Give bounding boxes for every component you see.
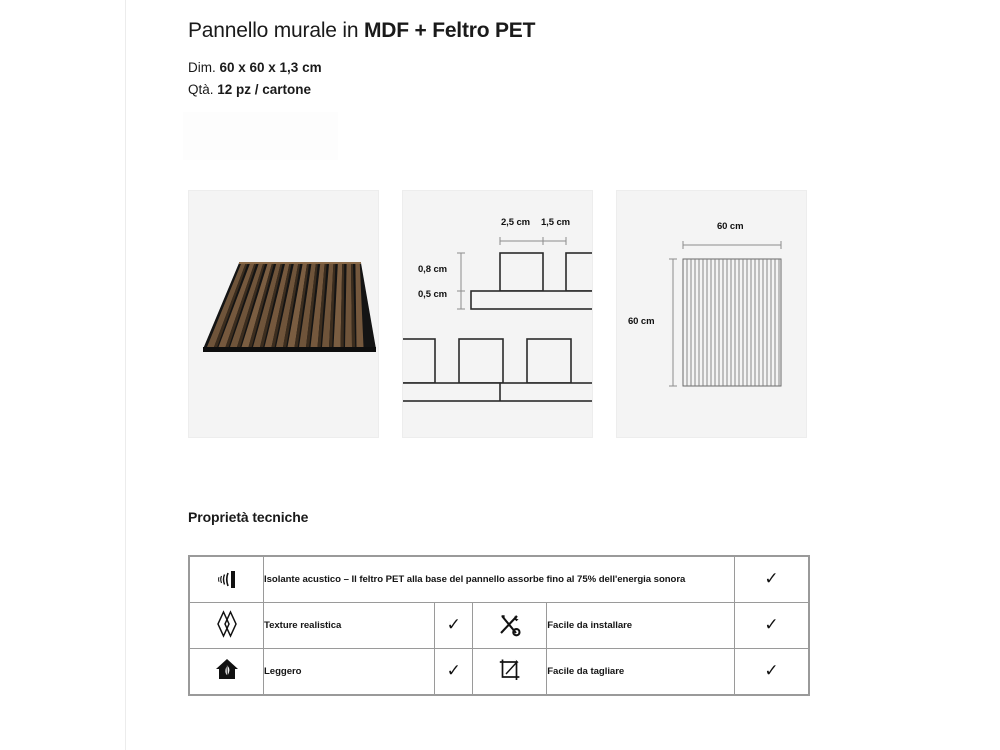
property-check	[735, 603, 809, 649]
document-header	[188, 18, 808, 101]
check-icon: ✓	[446, 615, 461, 634]
check-icon: ✓	[764, 569, 779, 588]
placeholder-block	[183, 112, 338, 160]
title-plain: Pannello murale in	[188, 19, 364, 42]
table-row	[190, 557, 809, 603]
title-bold: MDF + Feltro PET	[363, 19, 536, 42]
dimension-label: Dim.	[188, 60, 220, 76]
property-text: Facile da tagliare	[547, 649, 735, 695]
properties-heading: Proprietà tecniche	[188, 509, 309, 525]
property-check	[435, 603, 473, 649]
property-text: Isolante acustico – Il feltro PET alla base del pannello assorbe fino al 75% dell'energia sonora	[264, 557, 735, 603]
table-row	[190, 649, 809, 695]
dim-front-height: 60 cm	[628, 316, 655, 327]
front-view-panel	[616, 190, 807, 438]
diamond-texture-icon-cell	[190, 603, 264, 649]
cut-crop-icon	[495, 654, 525, 686]
property-text: Texture realistica	[264, 603, 435, 649]
front-view-svg	[617, 191, 808, 439]
cross-section-panel	[402, 190, 593, 438]
spec-lines	[188, 57, 808, 101]
lightweight-feather-icon	[212, 654, 242, 686]
product-photo	[189, 191, 380, 439]
slat-panel-perspective-svg	[193, 237, 376, 367]
dim-slat-width: 2,5 cm	[501, 217, 530, 228]
check-icon: ✓	[446, 661, 461, 680]
dim-front-width: 60 cm	[717, 221, 744, 232]
property-check	[735, 557, 809, 603]
page-title	[188, 18, 808, 44]
tools-icon	[495, 609, 525, 641]
table-row	[190, 603, 809, 649]
properties-table	[188, 555, 810, 696]
diamond-texture-icon	[212, 608, 242, 640]
acoustic-wave-icon-cell	[190, 557, 264, 603]
lightweight-feather-icon-cell	[190, 649, 264, 695]
property-check	[435, 649, 473, 695]
tools-icon-cell	[473, 603, 547, 649]
quantity-line	[188, 79, 808, 101]
dim-gap-width: 1,5 cm	[541, 217, 570, 228]
product-photo-panel	[188, 190, 379, 438]
dimension-line	[188, 57, 808, 79]
check-icon: ✓	[764, 661, 779, 680]
dim-slat-height: 0,8 cm	[418, 264, 447, 275]
dimension-value: 60 x 60 x 1,3 cm	[219, 60, 322, 76]
property-text: Leggero	[264, 649, 435, 695]
check-icon: ✓	[764, 615, 779, 634]
property-text: Facile da installare	[547, 603, 735, 649]
dim-base-height: 0,5 cm	[418, 289, 447, 300]
quantity-label: Qtà.	[188, 82, 218, 98]
cut-crop-icon-cell	[473, 649, 547, 695]
property-check	[735, 649, 809, 695]
page-margin-rule	[125, 0, 126, 750]
quantity-value: 12 pz / cartone	[217, 82, 312, 98]
acoustic-wave-icon	[212, 563, 242, 595]
cross-section-svg	[403, 191, 593, 438]
